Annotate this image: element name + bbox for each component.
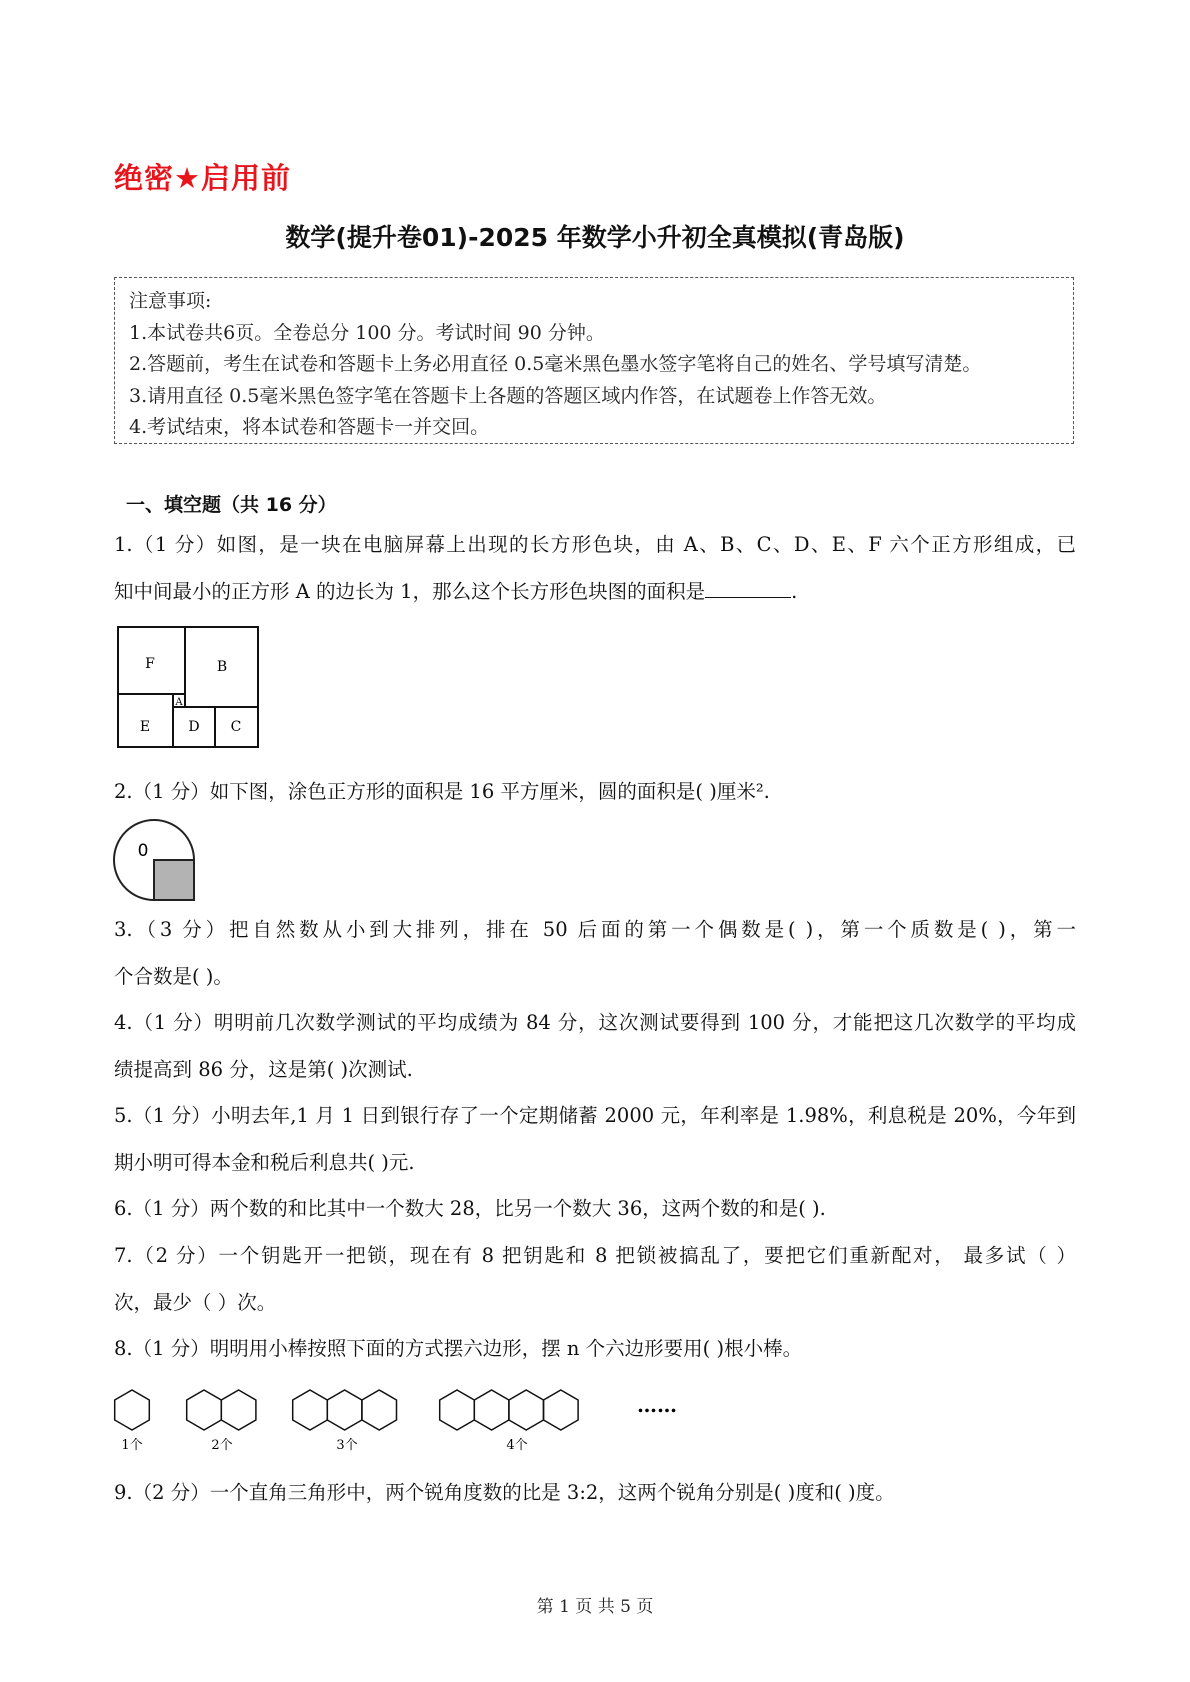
- notice-heading: 注意事项:: [129, 290, 212, 312]
- label-e: E: [139, 719, 151, 735]
- hexagon-chains: [115, 1390, 578, 1430]
- question-text: 8.（1 分）明明用小棒按照下面的方式摆六边形，摆 n 个六边形要用( )根小棒。: [114, 1337, 803, 1360]
- question-text: 5.（1 分）小明去年,1 月 1 日到银行存了一个定期储蓄 2000 元，年利率是 1.98%，利息税是 20%，今年到: [114, 1104, 1076, 1127]
- question-3: [114, 906, 1076, 1000]
- question-text: 个合数是( )。: [114, 965, 233, 988]
- question-text: 2.（1 分）如下图，涂色正方形的面积是 16 平方厘米，圆的面积是( )厘米².: [114, 780, 770, 803]
- page-footer: 第 1 页 共 5 页: [536, 1597, 654, 1617]
- question-text: 4.（1 分）明明前几次数学测试的平均成绩为 84 分，这次测试要得到 100 分，才能把这几次数学的平均成: [114, 1011, 1076, 1034]
- hexagon: [440, 1390, 475, 1430]
- hexagon: [327, 1390, 362, 1430]
- center-label: 0: [137, 841, 149, 861]
- hex-caption: 2个: [211, 1438, 233, 1453]
- confidential-mark: 绝密★启用前: [114, 161, 291, 195]
- label-f: F: [145, 656, 155, 672]
- question-5: [114, 1092, 1076, 1186]
- question-text: 9.（2 分）一个直角三角形中，两个锐角度数的比是 3:2，这两个锐角分别是( )度和( )度。: [114, 1481, 895, 1504]
- question-8: [114, 1325, 1076, 1372]
- exam-title: 数学(提升卷01)-2025 年数学小升初全真模拟(青岛版): [285, 223, 905, 252]
- question-text: 知中间最小的正方形 A 的边长为 1，那么这个长方形色块图的面积是: [114, 580, 706, 603]
- notice-item: 1.本试卷共6页。全卷总分 100 分。考试时间 90 分钟。: [129, 321, 605, 344]
- figure-squares: [116, 625, 264, 751]
- notice-item: 3.请用直径 0.5毫米黑色签字笔在答题卡上各题的答题区域内作答，在试题卷上作答无效。: [129, 384, 887, 407]
- hexagon: [221, 1390, 256, 1430]
- notice-item: 4.考试结束，将本试卷和答题卡一并交回。: [129, 416, 490, 438]
- question-text: 次，最少（ ）次。: [114, 1291, 277, 1314]
- notice-item: 2.答题前，考生在试卷和答题卡上务必用直径 0.5毫米黑色墨水签字笔将自己的姓名、学号填写清楚。: [129, 353, 982, 375]
- hex-caption: 1个: [121, 1438, 143, 1453]
- shaded-square: [154, 860, 194, 900]
- figure-hexagons: [112, 1380, 702, 1460]
- answer-blank: [705, 575, 791, 598]
- label-a: A: [175, 697, 183, 708]
- question-text: 期小明可得本金和税后利息共( )元.: [114, 1151, 415, 1174]
- question-text: 1.（1 分）如图，是一块在电脑屏幕上出现的长方形色块，由 A、B、C、D、E、F 六个正方形组成，已: [114, 533, 1076, 556]
- question-text: 6.（1 分）两个数的和比其中一个数大 28，比另一个数大 36，这两个数的和是( ).: [114, 1197, 826, 1220]
- hexagon: [362, 1390, 397, 1430]
- question-6: [114, 1185, 1076, 1232]
- question-4: [114, 999, 1076, 1093]
- question-text: 7.（2 分）一个钥匙开一把锁，现在有 8 把钥匙和 8 把锁被搞乱了，要把它们重新配对， 最多试（ ）: [114, 1244, 1076, 1267]
- hex-caption: 3个: [336, 1438, 358, 1453]
- question-7: [114, 1232, 1076, 1326]
- hexagon: [187, 1390, 222, 1430]
- question-2: [114, 768, 1076, 815]
- label-d: D: [188, 719, 200, 735]
- hexagon: [293, 1390, 328, 1430]
- section-heading: 一、填空题（共 16 分）: [126, 494, 337, 516]
- hexagon: [474, 1390, 509, 1430]
- hexagon: [509, 1390, 544, 1430]
- hex-caption: 4个: [506, 1438, 528, 1453]
- notice-box: [114, 277, 1074, 444]
- label-b: B: [216, 659, 228, 675]
- question-text-line: [114, 568, 1076, 615]
- question-text: .: [791, 580, 798, 603]
- figure-circle-square: [110, 816, 198, 904]
- question-text: 3.（3 分）把自然数从小到大排列，排在 50 后面的第一个偶数是( )，第一个质数是( )，第一: [114, 918, 1076, 941]
- hexagon: [544, 1390, 579, 1430]
- question-text: 绩提高到 86 分，这是第( )次测试.: [114, 1058, 413, 1081]
- hexagon: [115, 1390, 150, 1430]
- question-9: [114, 1469, 1076, 1516]
- label-c: C: [230, 719, 242, 735]
- ellipsis: ……: [637, 1393, 677, 1417]
- question-1: [114, 521, 1076, 615]
